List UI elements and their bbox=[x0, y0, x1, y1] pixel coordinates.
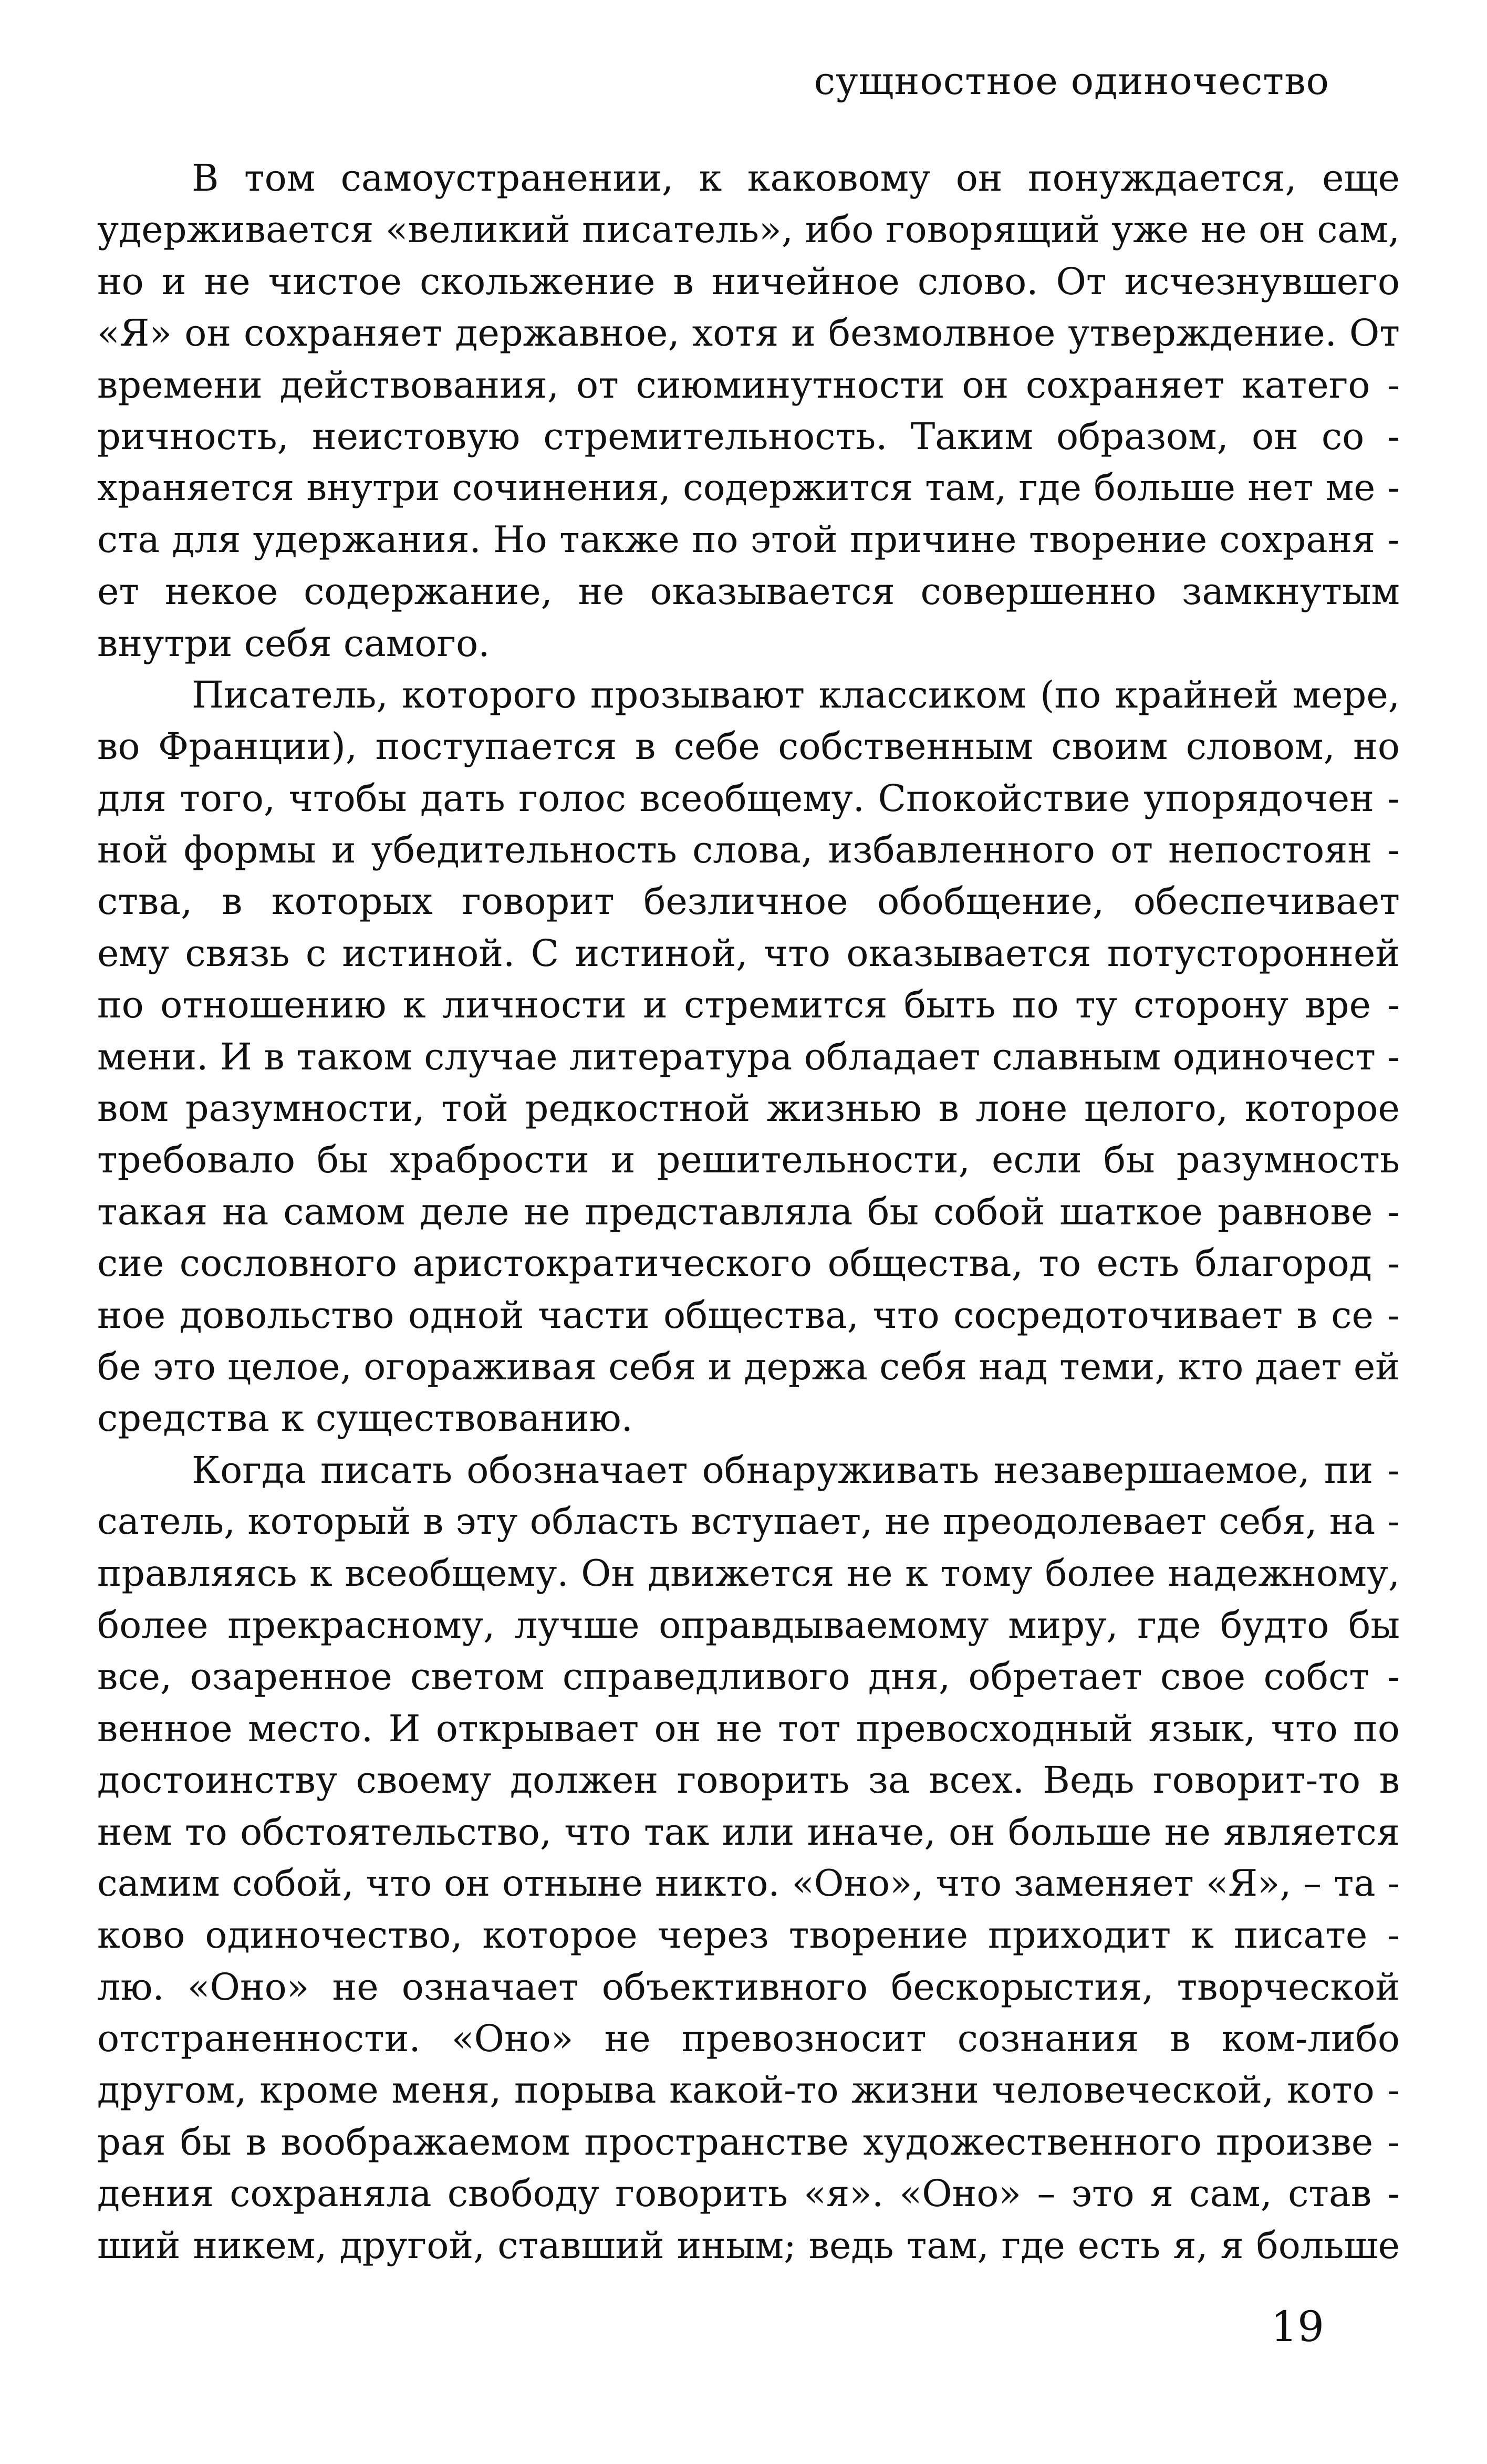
text-line: отстраненности. «Оно» не превозносит сознания в ком-либо bbox=[97, 2017, 1400, 2061]
text-line: для того, чтобы дать голос всеобщему. Спокойствие упорядочен - bbox=[97, 776, 1400, 820]
text-line: «Я» он сохраняет державное, хотя и безмолвное утверждение. От bbox=[97, 311, 1400, 355]
text-line: достоинству своему должен говорить за всех. Ведь говорит-то в bbox=[97, 1759, 1400, 1802]
text-line: внутри себя самого. bbox=[97, 621, 490, 665]
text-line: ет некое содержание, не оказывается совершенно замкнутым bbox=[97, 570, 1400, 614]
text-line: дения сохраняла свободу говорить «я». «Оно» – это я сам, став - bbox=[97, 2172, 1400, 2216]
text-line: по отношению к личности и стремится быть по ту сторону вре - bbox=[97, 983, 1400, 1027]
text-line: Когда писать обозначает обнаруживать незавершаемое, пи - bbox=[192, 1448, 1400, 1492]
text-line: ший никем, другой, ставший иным; ведь там, где есть я, я больше bbox=[97, 2223, 1400, 2267]
text-line: времени действования, от сиюминутности он сохраняет катего - bbox=[97, 363, 1400, 407]
text-line: средства к существованию. bbox=[97, 1397, 633, 1440]
text-line: ково одиночество, которое через творение приходит к писате - bbox=[97, 1914, 1400, 1957]
text-line: лю. «Оно» не означает объективного бескорыстия, творческой bbox=[97, 1965, 1400, 2009]
text-line: требовало бы храбрости и решительности, если бы разумность bbox=[97, 1138, 1400, 1182]
text-line: во Франции), поступается в себе собственным своим словом, но bbox=[97, 725, 1400, 768]
text-line: бе это целое, огораживая себя и держа себя над теми, кто дает ей bbox=[97, 1345, 1400, 1388]
text-line: ста для удержания. Но также по этой причине творение сохраня - bbox=[97, 518, 1400, 561]
text-line: удерживается «великий писатель», ибо говорящий уже не он сам, bbox=[97, 208, 1400, 252]
text-line: самим собой, что он отныне никто. «Оно», что заменяет «Я», – та - bbox=[97, 1862, 1400, 1905]
text-line: но и не чистое скольжение в ничейное слово. От исчезнувшего bbox=[97, 259, 1400, 303]
text-line: ное довольство одной части общества, что сосредоточивает в се - bbox=[97, 1293, 1400, 1337]
text-line: храняется внутри сочинения, содержится там, где больше нет ме - bbox=[97, 467, 1400, 510]
text-line: вом разумности, той редкостной жизнью в лоне целого, которое bbox=[97, 1087, 1400, 1130]
text-line: нем то обстоятельство, что так или иначе, он больше не является bbox=[97, 1810, 1400, 1854]
text-line: правляясь к всеобщему. Он движется не к тому более надежному, bbox=[97, 1552, 1400, 1595]
text-line: рая бы в воображаемом пространстве художественного произве - bbox=[97, 2120, 1400, 2164]
body-text bbox=[97, 152, 1400, 2271]
text-line: такая на самом деле не представляла бы собой шаткое равнове - bbox=[97, 1190, 1400, 1233]
text-line: мени. И в таком случае литература обладает славным одиночест - bbox=[97, 1035, 1400, 1078]
text-line: ства, в которых говорит безличное обобщение, обеспечивает bbox=[97, 880, 1400, 923]
page-number: 19 bbox=[1271, 2302, 1324, 2351]
text-line: В том самоустранении, к каковому он понуждается, еще bbox=[192, 157, 1400, 200]
text-line: другом, кроме меня, порыва какой-то жизни человеческой, кото - bbox=[97, 2068, 1400, 2112]
text-line: Писатель, которого прозывают классиком (по крайней мере, bbox=[192, 673, 1400, 716]
text-line: все, озаренное светом справедливого дня, обретает свое собст - bbox=[97, 1655, 1400, 1699]
text-line: ной формы и убедительность слова, избавленного от непостоян - bbox=[97, 828, 1400, 872]
text-line: сие сословного аристократического общества, то есть благород - bbox=[97, 1242, 1400, 1285]
text-line: ричность, неистовую стремительность. Таким образом, он со - bbox=[97, 414, 1400, 458]
text-line: сатель, который в эту область вступает, не преодолевает себя, на - bbox=[97, 1501, 1400, 1543]
text-line: венное место. И открывает он не тот превосходный язык, что по bbox=[97, 1707, 1400, 1750]
running-head: сущностное одиночество bbox=[814, 59, 1329, 103]
text-line: более прекрасному, лучше оправдываемому миру, где будто бы bbox=[97, 1603, 1400, 1647]
text-line: ему связь с истиной. С истиной, что оказывается потусторонней bbox=[97, 931, 1400, 975]
